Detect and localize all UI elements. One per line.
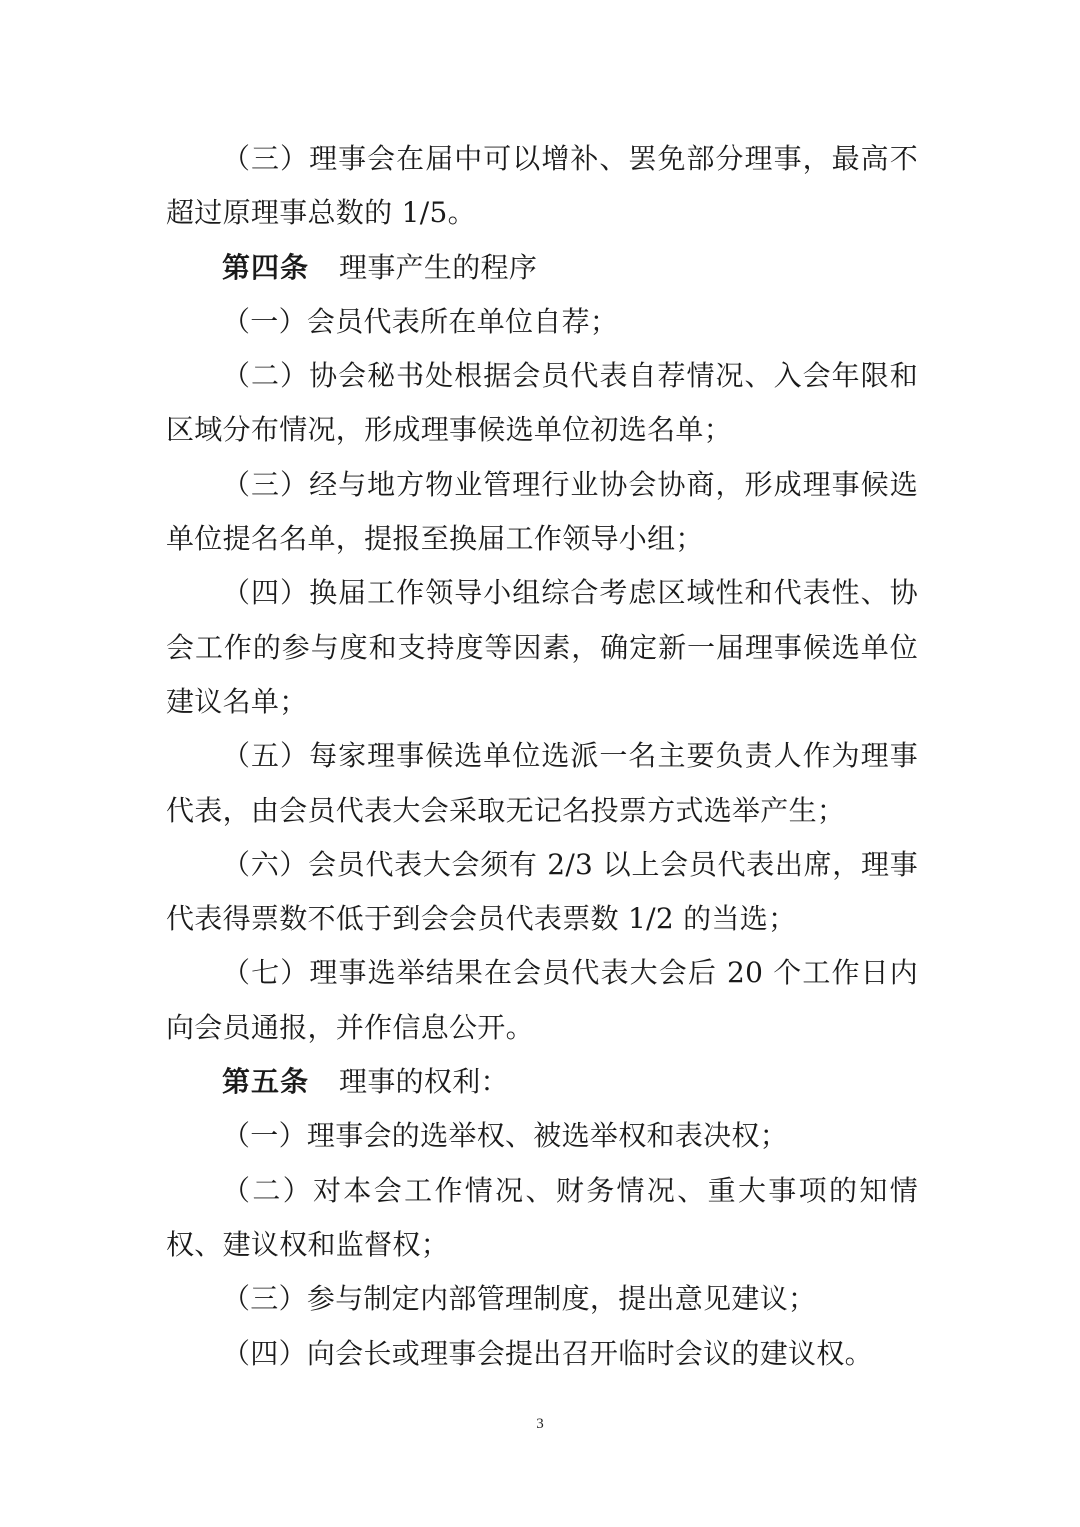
paragraph: （二）对本会工作情况、财务情况、重大事项的知情权、建议权和监督权； <box>166 1173 918 1261</box>
paragraph: （三）理事会在届中可以增补、罢免部分理事，最高不超过原理事总数的 1/5。 <box>166 142 918 230</box>
paragraph: （七）理事选举结果在会员代表大会后 20 个工作日内向会员通报，并作信息公开。 <box>166 956 918 1044</box>
article-heading <box>166 1055 918 1109</box>
paragraph: （一）会员代表所在单位自荐； <box>222 304 619 338</box>
page-number: 3 <box>536 1416 544 1432</box>
article-heading <box>166 241 918 295</box>
paragraph: （二）协会秘书处根据会员代表自荐情况、入会年限和区域分布情况，形成理事候选单位初选名单； <box>166 359 918 447</box>
paragraph: （五）每家理事候选单位选派一名主要负责人作为理事代表，由会员代表大会采取无记名投票方式选举产生； <box>166 739 918 827</box>
paragraph: （三）参与制定内部管理制度，提出意见建议； <box>222 1282 817 1316</box>
paragraph: （六）会员代表大会须有 2/3 以上会员代表出席，理事代表得票数不低于到会会员代表票数 1/2 的当选； <box>166 847 918 936</box>
article-number: 第四条 <box>222 250 310 284</box>
article-title: 理事产生的程序 <box>339 250 538 284</box>
article-title: 理事的权利： <box>339 1065 509 1099</box>
article-number: 第五条 <box>222 1065 310 1099</box>
paragraph: （一）理事会的选举权、被选举权和表决权； <box>222 1119 789 1153</box>
paragraph: （四）向会长或理事会提出召开临时会议的建议权。 <box>222 1336 873 1370</box>
paragraph: （三）经与地方物业管理行业协会协商，形成理事候选单位提名名单，提报至换届工作领导小组； <box>166 467 918 556</box>
document-body <box>166 132 918 1381</box>
paragraph: （四）换届工作领导小组综合考虑区域性和代表性、协会工作的参与度和支持度等因素，确定新一届理事候选单位建议名单； <box>166 576 918 718</box>
